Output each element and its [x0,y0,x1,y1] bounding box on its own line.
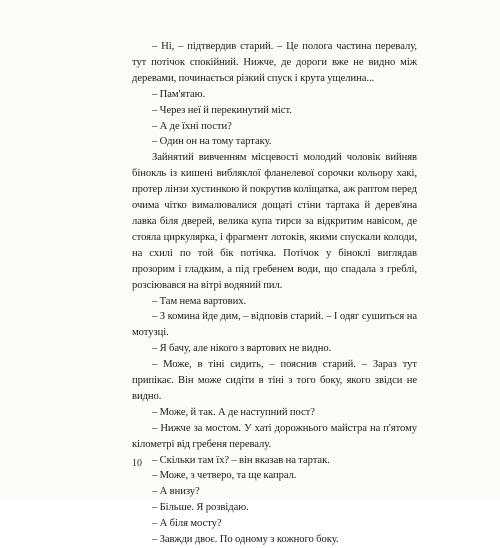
paragraph-7: – Там нема вартових. [152,295,247,307]
paragraph-11: – Може, й так. А де наступний пост? [152,406,315,418]
paragraph-16: – Більше. Я розвідаю. [152,502,249,514]
paragraph-1: – Ні, – підтвердив старий. – Це полога частина перевалу, тут потічок спокійний. Нижче, де дороги вже не видно між деревами, починається різкий спуск і крута ущелина... [132,41,417,84]
paragraph-8: – З комина йде дим, – відповів старий. – І одяг сушиться на мотузці. [132,311,417,339]
paragraph-18: – Завжди двоє. По одному з кожного боку. [152,534,339,546]
paragraph-3: – Через неї й перекинутий міст. [152,104,292,116]
paragraph-4: – А де їхні пости? [152,120,232,132]
paragraph-9: – Я бачу, але нікого з вартових не видно. [152,343,332,355]
page-number: 10 [132,458,142,469]
paragraph-10: – Може, в тіні сидить, – пояснив старий. – Зараз тут припікає. Він може сидіти в тіні з того боку, якого звідси не видно. [132,359,417,402]
paragraph-2: – Пам'ятаю. [152,88,206,100]
paragraph-13: – Скільки там їх? – він вказав на тартак. [152,454,330,466]
paragraph-12: – Нижче за мостом. У хаті дорожнього майстра на п'ятому кілометрі від гребеня перевалу. [132,422,417,450]
page-text [132,39,417,548]
paragraph-15: – А внизу? [152,486,200,498]
paragraph-17: – А біля мосту? [152,518,222,530]
paragraph-6: Зайнятий вивченням місцевості молодий чоловік вийняв бінокль із кишені вибляклої фланелевої сорочки кольору хакі, протер лінзи хустинкою й покрутив коліщатка, аж раптом перед очима чітко вималювалися дощаті стіни тартака й дерев'яна лавка біля дверей, велика купа тирси за відкритим навісом, де стояла циркулярка, і фрагмент лотоків, якими спускали колоди, на схилі по той бік потічка. Потічок у біноклі виглядав прозорим і гладким, а під гребенем води, що спадала з греблі, розсіювався на вітрі водяний пил. [132,152,417,291]
paragraph-14: – Може, з четверо, та ще капрал. [152,470,297,482]
paragraph-5: – Один он на тому тартаку. [152,136,272,148]
